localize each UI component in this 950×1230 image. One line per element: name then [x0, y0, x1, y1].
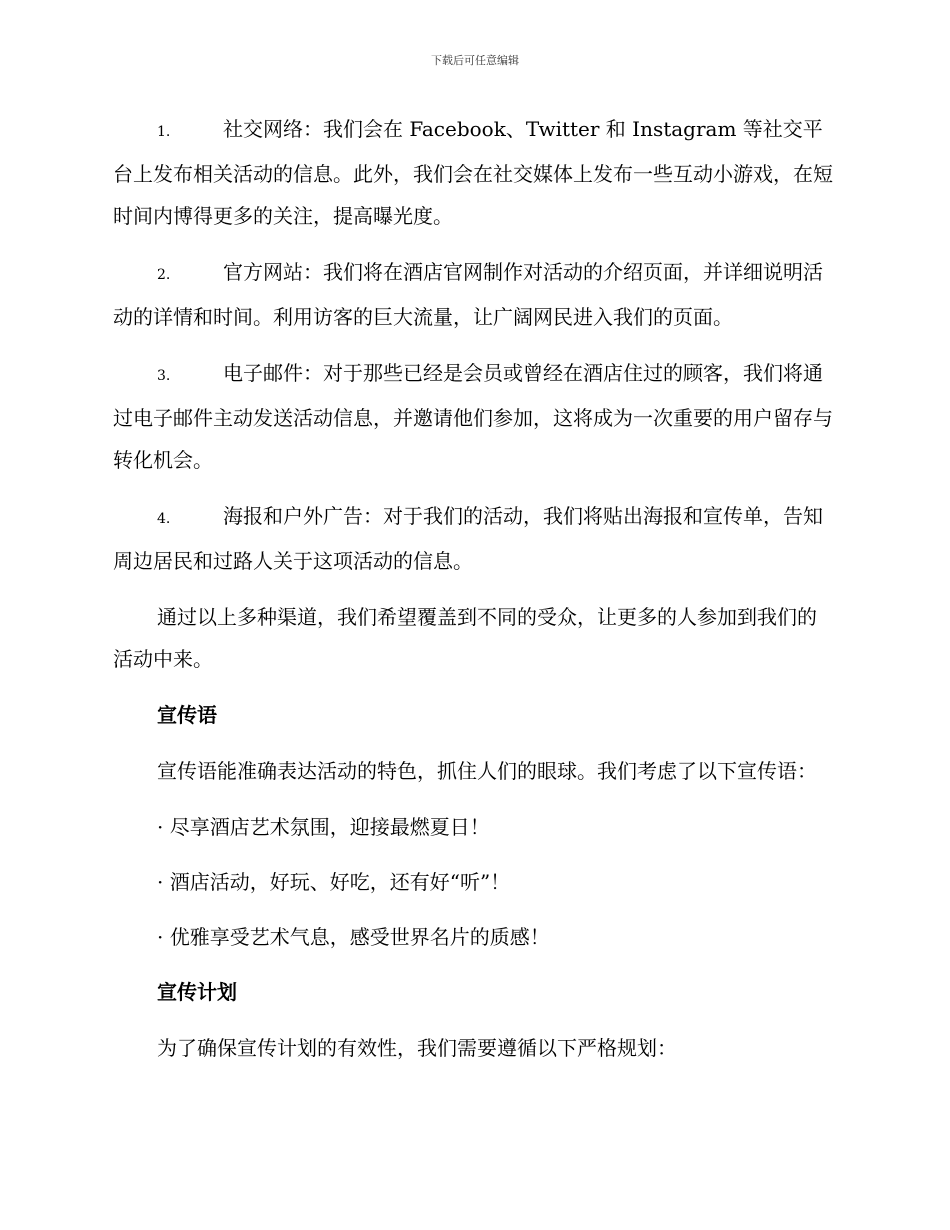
list-text: 电子邮件：对于那些已经是会员或曾经在酒店住过的顾客，我们将通过电子邮件主动发送活动信息，并邀请他们参加，这将成为一次重要的用户留存与转化机会。	[113, 361, 833, 472]
channel-item-email	[113, 352, 835, 481]
list-number: 4.	[157, 511, 171, 527]
slogan-item: · 尽享酒店艺术氛围，迎接最燃夏日！	[157, 815, 490, 839]
plan-intro: 为了确保宣传计划的有效性，我们需要遵循以下严格规划：	[157, 1036, 677, 1060]
list-text: 社交网络：我们会在 Facebook、Twitter 和 Instagram 等社交平台上发布相关活动的信息。此外，我们会在社交媒体上发布一些互动小游戏，在短时间内博得更多的关注，提高曝光度。	[113, 117, 833, 228]
list-text: 海报和户外广告：对于我们的活动，我们将贴出海报和宣传单，告知周边居民和过路人关于这项活动的信息。	[113, 504, 823, 573]
list-number: 1.	[157, 124, 171, 140]
list-number: 2.	[157, 267, 171, 283]
list-text: 官方网站：我们将在酒店官网制作对活动的介绍页面，并详细说明活动的详情和时间。利用访客的巨大流量，让广阔网民进入我们的页面。	[113, 260, 823, 329]
page-header: 下载后可任意编辑	[431, 54, 519, 67]
plan-heading: 宣传计划	[157, 980, 237, 1004]
channel-item-poster	[113, 495, 835, 582]
summary-paragraph: 通过以上多种渠道，我们希望覆盖到不同的受众，让更多的人参加到我们的活动中来。	[113, 605, 817, 671]
channel-item-website	[113, 251, 835, 338]
list-number: 3.	[157, 368, 171, 384]
slogan-item: · 优雅享受艺术气息，感受世界名片的质感！	[157, 925, 550, 949]
slogan-heading: 宣传语	[157, 703, 217, 727]
channel-item-social	[113, 108, 835, 237]
slogan-item: · 酒店活动，好玩、好吃，还有好“听”！	[157, 870, 511, 894]
slogan-intro: 宣传语能准确表达活动的特色，抓住人们的眼球。我们考虑了以下宣传语：	[157, 759, 817, 783]
document-body	[113, 108, 835, 1083]
